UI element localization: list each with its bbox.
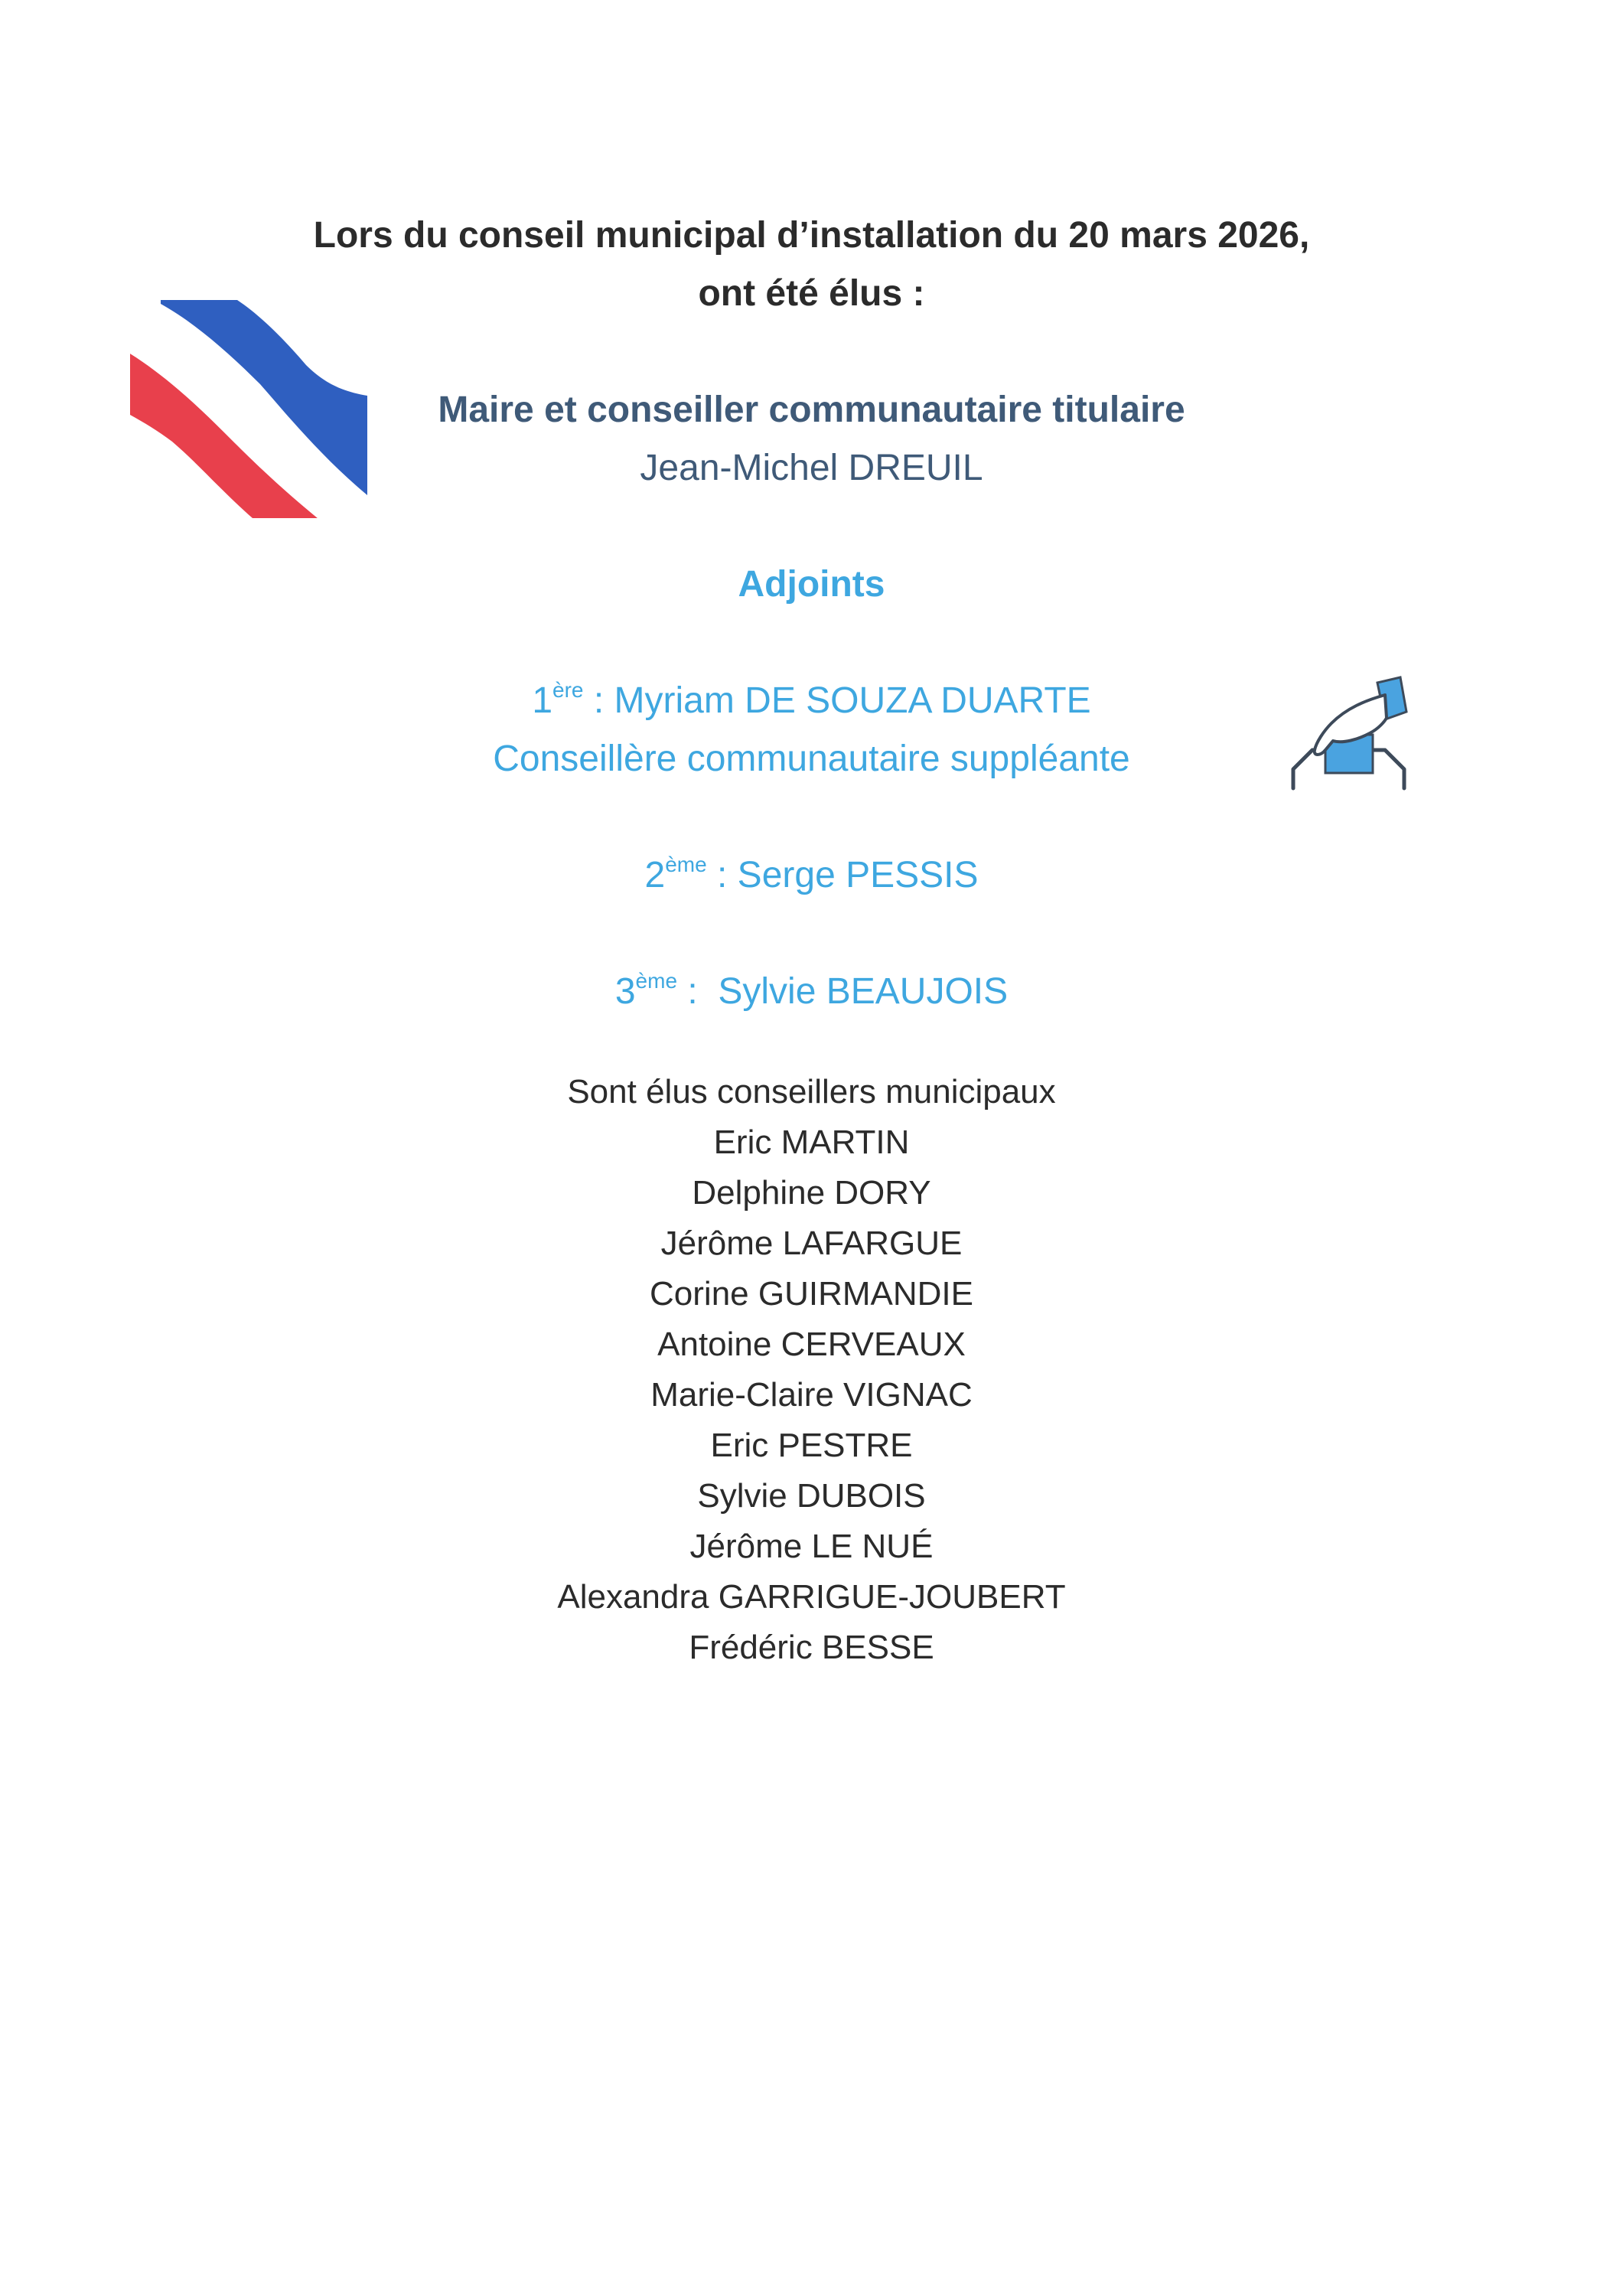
council-member: Sylvie DUBOIS <box>697 1477 926 1515</box>
header-line-1: Lors du conseil municipal d’installation du 20 mars 2026, <box>313 215 1310 256</box>
adjoint-first-separator: : <box>583 680 614 721</box>
council-member: Jérôme LE NUÉ <box>689 1528 934 1565</box>
ballot-box-vote-icon <box>1278 673 1419 811</box>
adjoint-first-suffix: ère <box>552 678 584 702</box>
council-member: Antoine CERVEAUX <box>657 1326 966 1363</box>
adjoint-first-role: Conseillère communautaire suppléante <box>493 739 1130 779</box>
adjoint-second-suffix: ème <box>665 853 707 876</box>
adjoint-first-rank: 1 <box>532 680 553 721</box>
council-member: Frédéric BESSE <box>689 1629 934 1666</box>
council-member: Marie-Claire VIGNAC <box>650 1376 973 1414</box>
council-member: Eric PESTRE <box>710 1427 913 1464</box>
adjoint-third <box>0 970 1623 1013</box>
adjoint-first-name: Myriam DE SOUZA DUARTE <box>614 680 1091 721</box>
adjoints-title: Adjoints <box>738 564 885 605</box>
adjoint-third-separator: : <box>677 971 719 1012</box>
council-member: Corine GUIRMANDIE <box>650 1275 973 1313</box>
adjoint-third-suffix: ème <box>635 969 678 993</box>
adjoint-second-rank: 2 <box>644 855 666 895</box>
council-member: Alexandra GARRIGUE-JOUBERT <box>557 1578 1066 1616</box>
council-member: Delphine DORY <box>692 1174 931 1212</box>
adjoint-second-name: Serge PESSIS <box>737 855 979 895</box>
mayor-title: Maire et conseiller communautaire titulaire <box>438 390 1185 430</box>
council-member: Jérôme LAFARGUE <box>660 1225 963 1262</box>
mayor-name: Jean-Michel DREUIL <box>640 448 983 488</box>
adjoint-third-name: Sylvie BEAUJOIS <box>718 971 1009 1012</box>
header-line-2: ont été élus : <box>698 273 925 314</box>
adjoint-second <box>0 854 1623 896</box>
council-title: Sont élus conseillers municipaux <box>567 1073 1056 1110</box>
adjoint-third-rank: 3 <box>614 971 636 1012</box>
adjoint-second-separator: : <box>706 855 738 895</box>
council-member: Eric MARTIN <box>713 1124 910 1161</box>
